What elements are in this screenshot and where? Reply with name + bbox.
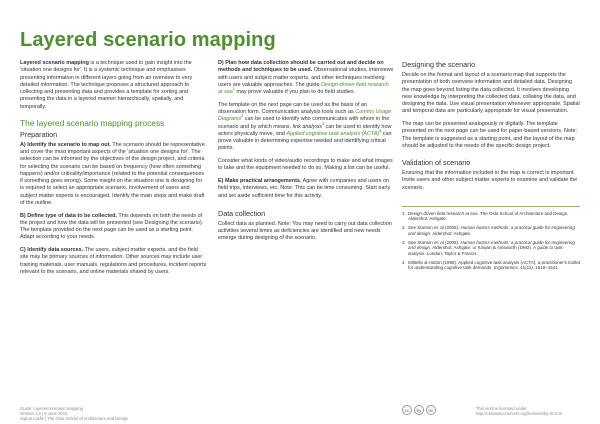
step-b-paragraph: B) Define type of data to be collected. This depends on both the needs of the project and how the data will be presented (see Designing the scenario). The template provided on the next page can be used as a starting point. Adapt according to your needs. (20, 212, 204, 241)
validation-paragraph: Ensuring that the information included in the map is correct is important. Invite users and other subject matter experts to examine and validate the scenario. (402, 170, 578, 191)
cc-icon: cc (402, 405, 412, 415)
license-link[interactable]: http://creativecommons.org/licenses/by-nc/4.0/ (476, 411, 563, 417)
column-left (20, 60, 207, 282)
footnote-2: 2 See Stanton et. al (2005). Human factors methods: a practical guide for engineering and design. Aldershot: Ashgate. (402, 225, 575, 236)
designing-paragraph-1: Decide on the format and layout of a scenario map that supports the presentation of both overview information and detailed data. Designing the map goes beyond listing the data collected. It involves developing new knowledge by interpreting the collected data, collating the data, and designing the data. Use visual presentation whenever appropriate. Spatial and temporal data are particularly appropriate for visual presentation. (402, 72, 580, 115)
step-d-paragraph: D) Plan how data collection should be carried out and decide on methods and techniques to be used. Observational studies, interviews with users and subject matter experts, and other techniques involving users are valuable approaches. The guide Design-driven field research at sea$^1$ may prove valuable if you plan to do field studies. (218, 60, 394, 95)
template-paragraph: The template on the next page can be used as the basis of an observation form. Communication analysis tools such as Comms Usage Diagrams$^2$ can be used to identify who communicates with whom in the scenario and by which means, link analysis$^3$ can be used to identify how actors physically move, and Applied cognitive task analysis (ACTA)$^4$ can prove valuable in determining expertise needed and identifying critical points. (218, 101, 392, 152)
noncommercial-icon: nc (426, 405, 436, 415)
designing-heading: Designing the scenario (402, 60, 476, 69)
page-title: Layered scenario mapping (20, 29, 276, 51)
footnote-3: 3 See Stanton et. al (2005). Human factors methods: a practical guide for engineering and design. Aldershot: Ashgate. or Kirwan & Ainsworth (1992). A guide to task analysis. London: Taylor & Francis. (402, 239, 575, 256)
intro-paragraph: Layered scenario mapping is a technique used to gain insight into the 'situation one designs for'. It is a systemic technique and emphasises presenting information in different layers going from an overview to very detailed information. The technique proposes a structured approach to collecting and presenting data and provides a template for sorting and presenting the data in a layered manner hierarchically, spatially, and temporally. (20, 60, 193, 110)
designing-paragraph-2: The map can be presented analogously or digitally. The template presented on the next page can be used for paper-based versions. Note: The template is suggested as a starting point, and the layout of the map should be adjusted to the needs of the specific design project. (402, 121, 578, 149)
footnote-divider (402, 206, 580, 207)
data-collection-paragraph: Collect data as planned. Note: You may need to carry out data collection activities several times as deficiencies are identified and new needs emerge during designing of the scenario. (218, 220, 392, 242)
footnote-1: 1 Design-driven field research at sea. The Oslo School of Architecture and Design. Aldershot: Ashgate. (402, 210, 569, 222)
validation-heading: Validation of scenario (402, 158, 471, 167)
step-c-paragraph: C) Identify data sources. The users, subject matter experts, and the field site may be primary sources of information. Other sources may include user training materials, user manuals, regulations and procedures, incident reports relevant to the scenario, and online materials shared by users. (20, 247, 207, 275)
ref-link[interactable]: Design-driven field research at sea (218, 81, 389, 95)
step-a-paragraph: A) Identify the scenario to map out. The scenario should be representative and cover the most important aspects of the 'situation one designs for'. The selection can be informed by the objectives of the design project, and criteria for selecting the scenario can be based on frequency (how often something happens) and/or criticality/importance (related to the potential consequences if something goes wrong). Some insight on the situation one is designing for is required to select an appropriate scenario. Involvement of users and subject matter experts is encouraged. Identify the main steps and make draft of the outline. (20, 141, 205, 206)
process-heading: The layered scenario mapping process (20, 117, 165, 128)
creative-commons-badge[interactable] (402, 405, 436, 415)
footer-info: Guide: Layered scenario mapping Version 1.0 | 9 June 2015 Sigrun Lurås | The Oslo School of Architecture and Design (20, 406, 129, 422)
intro-term: Layered scenario mapping (20, 60, 89, 66)
step-e-paragraph: E) Make practical arrangements. Agree with companies and users on field trips, interviews, etc. Note: This can be time consuming. Start early and set aside sufficient time for this activity. (218, 178, 391, 199)
footnote-4: 4 Militello & Hutton (1998). Applied cognitive task analysis (ACTA): a practitioner's toolkit for understanding cognitive task demands. Ergonomics, 41(11), 1618–1641. (402, 259, 580, 271)
attribution-icon: by (414, 405, 424, 415)
column-right (402, 60, 580, 274)
column-middle (218, 60, 394, 248)
preparation-subheading: Preparation (20, 129, 58, 139)
data-collection-heading: Data collection (218, 208, 266, 218)
video-paragraph: Consider what kinds of video/audio recordings to make and what images to take and the equipment needed to do so. Making a list can be useful. (218, 158, 393, 172)
license-info: This work is licensed under http://creativecommons.org/licenses/by-nc/4.0/ (476, 406, 563, 417)
